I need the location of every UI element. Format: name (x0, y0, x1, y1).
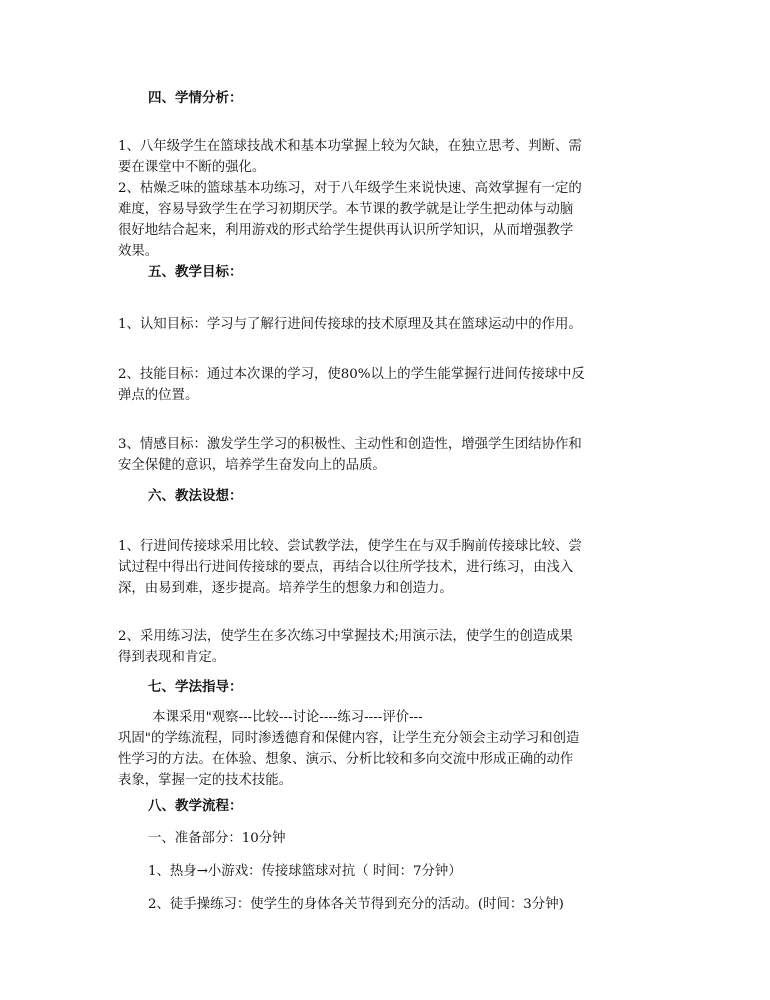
section-heading-learning-guidance: 七、学法指导： (148, 679, 243, 695)
paragraph-learning-analysis: 1、八年级学生在篮球技战术和基本功掌握上较为欠缺，在独立思考、判断、需 要在课堂中不断的强化。 2、枯燥乏味的篮球基本功练习，对于八年级学生来说快速、高效掌握有一定的 难度，容易导致学生在学习初期厌学。本节课的教学就是让学生把动体与动脑 很好地结合起来，利用游戏的形式给学生提供再认识所学知识，从而增强教学 效果。 (118, 139, 582, 259)
section-heading-teaching-process: 八、教学流程： (148, 798, 243, 814)
list-item-warmup-game: 1、热身→小游戏：传接球篮球对抗（ 时间：7分钟） (148, 864, 462, 879)
list-item-freehand-exercise: 2、徒手操练习：使学生的身体各关节得到充分的活动。(时间：3分钟) (148, 897, 564, 912)
paragraph-emotional-goal: 3、情感目标：激发学生学习的积极性、主动性和创造性，增强学生团结协作和 安全保健的意识，培养学生奋发向上的品质。 (118, 437, 582, 473)
section-heading-teaching-method: 六、教法设想： (148, 488, 243, 504)
section-heading-teaching-goals: 五、教学目标： (148, 264, 243, 280)
paragraph-cognitive-goal: 1、认知目标：学习与了解行进间传接球的技术原理及其在篮球运动中的作用。 (118, 317, 582, 332)
section-heading-learning-analysis: 四、学情分析： (148, 90, 243, 106)
paragraph-method-practice: 2、采用练习法，使学生在多次练习中掌握技术;用演示法，使学生的创造成果 得到表现和肯定。 (118, 629, 573, 665)
list-item-preparation: 一、准备部分：10分钟 (148, 831, 286, 846)
paragraph-method-comparison: 1、行进间传接球采用比较、尝试教学法，使学生在与双手胸前传接球比较、尝 试过程中得出行进间传接球的要点，再结合以往所学技术，进行练习，由浅入 深，由易到难，逐步提高。培养学生的想象力和创造力。 (118, 539, 582, 596)
paragraph-skill-goal: 2、技能目标：通过本次课的学习，使80%以上的学生能掌握行进间传接球中反 弹点的位置。 (118, 367, 585, 403)
paragraph-learning-guidance: 本课采用"观察---比较---讨论----练习----评价--- 巩固"的学练流程，同时渗透德育和保健内容，让学生充分领会主动学习和创造 性学习的方法。在体验、想象、演示、分析比较和多向交流中形成正确的动作 表象，掌握一定的技术技能。 (118, 710, 580, 788)
